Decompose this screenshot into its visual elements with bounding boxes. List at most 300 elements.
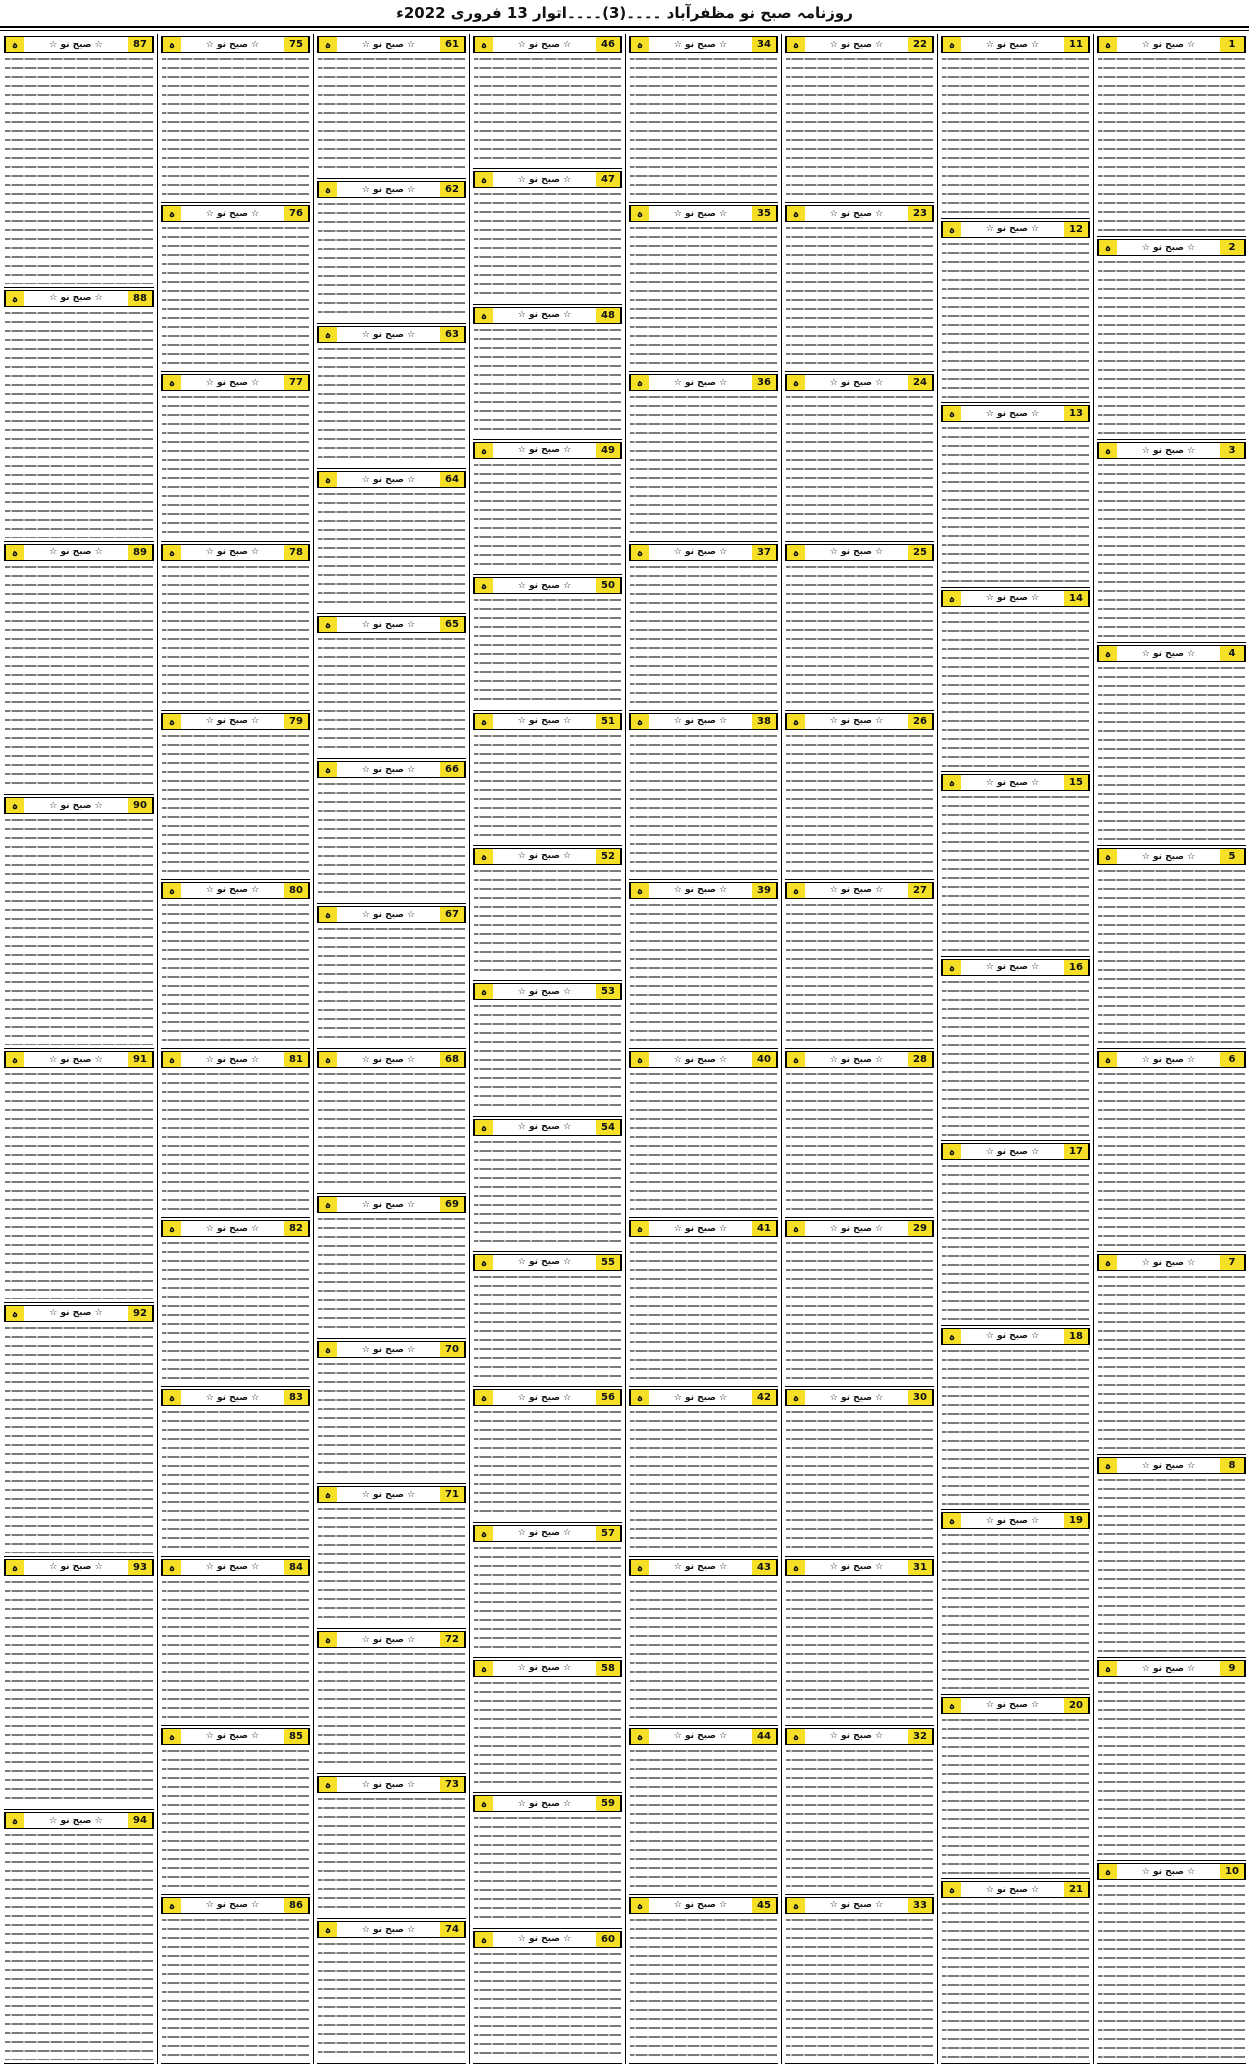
ad-number: 2 — [1220, 240, 1245, 255]
ad-header-stars: ☆ صبح نو ☆ — [829, 716, 884, 727]
classified-ad — [317, 759, 466, 904]
ad-number: 27 — [908, 883, 933, 898]
ad-header — [473, 983, 622, 1000]
classified-ad — [317, 34, 466, 179]
ad-text-body — [942, 1347, 1089, 1507]
newspaper-logo-icon: ہ — [474, 443, 493, 458]
ad-text-body — [162, 393, 309, 537]
ad-number: 63 — [440, 327, 465, 342]
classified-ad — [161, 1726, 310, 1895]
ad-text-body — [318, 1070, 465, 1190]
ad-text-body — [786, 1916, 933, 2060]
newspaper-logo-icon: ہ — [786, 1898, 805, 1913]
ad-text-body — [5, 309, 153, 538]
ad-header-stars: ☆ صبح نو ☆ — [517, 580, 572, 591]
ad-header — [941, 221, 1090, 238]
ad-header-stars: ☆ صبح نو ☆ — [829, 1392, 884, 1403]
classified-ad — [473, 1252, 622, 1387]
ad-header-stars: ☆ صبح نو ☆ — [205, 1562, 260, 1573]
classified-ad — [1097, 1252, 1246, 1455]
ad-number: 23 — [908, 206, 933, 221]
masthead-title: روزنامہ صبح نو مظفرآباد ۔۔۔۔(3)۔۔۔۔اتوار 13 فروری 2022ء — [396, 4, 853, 22]
classified-ad — [941, 772, 1090, 957]
ad-number: 77 — [284, 375, 309, 390]
ad-number: 41 — [752, 1221, 777, 1236]
classified-ad — [785, 372, 934, 541]
classified-ad — [629, 1557, 778, 1726]
ad-number: 44 — [752, 1729, 777, 1744]
ad-header — [161, 1389, 310, 1406]
ad-text-body — [630, 1070, 777, 1214]
ad-header-stars: ☆ صبح نو ☆ — [361, 764, 416, 775]
ad-text-body — [5, 1578, 153, 1807]
ad-text-body — [318, 1360, 465, 1480]
ad-header — [1097, 1254, 1246, 1271]
classified-ad — [317, 1484, 466, 1629]
ad-number: 3 — [1220, 443, 1245, 458]
newspaper-logo-icon: ہ — [318, 182, 337, 197]
classified-ad — [629, 203, 778, 372]
newspaper-logo-icon: ہ — [474, 984, 493, 999]
classified-ad — [473, 575, 622, 710]
newspaper-logo-icon: ہ — [5, 1052, 24, 1067]
newspaper-logo-icon: ہ — [318, 907, 337, 922]
classified-ad — [785, 711, 934, 880]
ad-header — [1097, 848, 1246, 865]
ad-text-body — [786, 393, 933, 537]
ad-number: 35 — [752, 206, 777, 221]
ad-number: 74 — [440, 1922, 465, 1937]
ad-number: 67 — [440, 907, 465, 922]
classified-ad — [473, 981, 622, 1116]
newspaper-logo-icon: ہ — [942, 1144, 961, 1159]
newspaper-logo-icon: ہ — [474, 1255, 493, 1270]
ad-header — [941, 1697, 1090, 1714]
classified-ad — [4, 288, 154, 542]
ad-text-body — [162, 55, 309, 199]
ad-header-stars: ☆ صبح نو ☆ — [673, 716, 728, 727]
ad-text-body — [162, 1239, 309, 1383]
classified-ad — [473, 34, 622, 169]
ad-header-stars: ☆ صبح نو ☆ — [673, 1731, 728, 1742]
ad-header-stars: ☆ صبح نو ☆ — [205, 377, 260, 388]
ad-text-body — [474, 596, 621, 706]
ad-number: 62 — [440, 182, 465, 197]
ad-header-stars: ☆ صبح نو ☆ — [673, 39, 728, 50]
ad-number: 73 — [440, 1777, 465, 1792]
newspaper-logo-icon: ہ — [630, 1052, 649, 1067]
ad-header — [317, 616, 466, 633]
ad-header — [629, 1559, 778, 1576]
newspaper-logo-icon: ہ — [942, 775, 961, 790]
classified-ad — [473, 440, 622, 575]
ad-header-stars: ☆ صبح نو ☆ — [205, 885, 260, 896]
ad-number: 33 — [908, 1898, 933, 1913]
ad-header-stars: ☆ صبح نو ☆ — [205, 1900, 260, 1911]
ad-number: 6 — [1220, 1052, 1245, 1067]
ad-header — [4, 290, 154, 307]
classified-ad — [317, 324, 466, 469]
ad-text-body — [786, 1578, 933, 1722]
ad-text-body — [474, 1544, 621, 1654]
newspaper-logo-icon: ہ — [630, 1898, 649, 1913]
ad-number: 38 — [752, 714, 777, 729]
ad-header-stars: ☆ صبح نو ☆ — [517, 1798, 572, 1809]
classified-ad — [4, 1303, 154, 1557]
newspaper-logo-icon: ہ — [162, 1898, 181, 1913]
ad-number: 72 — [440, 1632, 465, 1647]
ad-text-body — [1098, 664, 1245, 842]
ad-text-body — [1098, 1273, 1245, 1451]
ad-number: 15 — [1064, 775, 1089, 790]
ad-number: 22 — [908, 37, 933, 52]
ad-number: 26 — [908, 714, 933, 729]
ad-header — [785, 882, 934, 899]
ad-header-stars: ☆ صبح نو ☆ — [517, 1122, 572, 1133]
ad-header-stars: ☆ صبح نو ☆ — [673, 208, 728, 219]
newspaper-logo-icon: ہ — [1098, 37, 1117, 52]
ad-text-body — [474, 867, 621, 977]
ad-header — [473, 1254, 622, 1271]
ad-header-stars: ☆ صبح نو ☆ — [673, 547, 728, 558]
newspaper-logo-icon: ہ — [942, 1698, 961, 1713]
classified-ad — [629, 1387, 778, 1556]
ad-text-body — [1098, 1476, 1245, 1654]
ad-text-body — [786, 1070, 933, 1214]
ad-header-stars: ☆ صبح نو ☆ — [1141, 1257, 1196, 1268]
ad-text-body — [786, 224, 933, 368]
classified-ad — [161, 372, 310, 541]
ad-header-stars: ☆ صبح نو ☆ — [985, 1700, 1040, 1711]
ad-header-stars: ☆ صبح نو ☆ — [361, 909, 416, 920]
ad-number: 47 — [596, 172, 621, 187]
newspaper-logo-icon: ہ — [786, 1729, 805, 1744]
classified-ad — [317, 469, 466, 614]
ad-header — [785, 1051, 934, 1068]
ad-header — [4, 797, 154, 814]
newspaper-logo-icon: ہ — [474, 1661, 493, 1676]
classified-ad — [1097, 237, 1246, 440]
ad-text-body — [1098, 461, 1245, 639]
ad-column — [469, 34, 625, 2064]
newspaper-logo-icon: ہ — [162, 375, 181, 390]
ad-header-stars: ☆ صبح نو ☆ — [829, 377, 884, 388]
ad-column — [157, 34, 313, 2064]
classified-ad — [785, 1726, 934, 1895]
ad-text-body — [162, 1070, 309, 1214]
ad-header — [473, 171, 622, 188]
classified-ad — [1097, 1861, 1246, 2064]
ad-header-stars: ☆ صبح نو ☆ — [517, 716, 572, 727]
ad-header-stars: ☆ صبح نو ☆ — [1141, 1460, 1196, 1471]
classified-ad — [473, 846, 622, 981]
ad-header — [629, 36, 778, 53]
newspaper-logo-icon: ہ — [1098, 1864, 1117, 1879]
classifieds-columns — [0, 34, 1249, 2064]
ad-number: 64 — [440, 472, 465, 487]
ad-text-body — [474, 1814, 621, 1924]
newspaper-logo-icon: ہ — [474, 37, 493, 52]
ad-header-stars: ☆ صبح نو ☆ — [205, 547, 260, 558]
ad-number: 9 — [1220, 1661, 1245, 1676]
classified-ad — [941, 588, 1090, 773]
ad-header-stars: ☆ صبح نو ☆ — [829, 1562, 884, 1573]
ad-text-body — [318, 780, 465, 900]
ad-text-body — [474, 1273, 621, 1383]
classified-ad — [161, 880, 310, 1049]
ad-text-body — [474, 1950, 621, 2060]
newspaper-logo-icon: ہ — [1098, 1255, 1117, 1270]
newspaper-logo-icon: ہ — [5, 545, 24, 560]
classified-ad — [629, 1218, 778, 1387]
newspaper-logo-icon: ہ — [474, 1390, 493, 1405]
ad-header — [4, 544, 154, 561]
newspaper-logo-icon: ہ — [786, 545, 805, 560]
ad-header — [4, 1305, 154, 1322]
ad-header-stars: ☆ صبح نو ☆ — [517, 445, 572, 456]
classified-ad — [317, 1629, 466, 1774]
newspaper-logo-icon: ہ — [630, 375, 649, 390]
classified-ad — [161, 1895, 310, 2064]
ad-header — [941, 1143, 1090, 1160]
ad-number: 90 — [128, 798, 153, 813]
ad-number: 7 — [1220, 1255, 1245, 1270]
ad-header-stars: ☆ صبح نو ☆ — [49, 1562, 103, 1572]
ad-header — [785, 713, 934, 730]
ad-number: 14 — [1064, 591, 1089, 606]
ad-header-stars: ☆ صبح نو ☆ — [985, 224, 1040, 235]
ad-header-stars: ☆ صبح نو ☆ — [829, 1731, 884, 1742]
newspaper-logo-icon: ہ — [1098, 646, 1117, 661]
ad-header-stars: ☆ صبح نو ☆ — [1141, 648, 1196, 659]
newspaper-logo-icon: ہ — [474, 1796, 493, 1811]
ad-number: 69 — [440, 1197, 465, 1212]
ad-text-body — [5, 563, 153, 792]
classified-ad — [1097, 1658, 1246, 1861]
ad-header-stars: ☆ صبح نو ☆ — [1141, 1054, 1196, 1065]
ad-text-body — [630, 224, 777, 368]
ad-number: 88 — [128, 291, 153, 306]
ad-header — [785, 1220, 934, 1237]
ad-header-stars: ☆ صبح نو ☆ — [361, 1779, 416, 1790]
ad-text-body — [630, 1747, 777, 1891]
newspaper-logo-icon: ہ — [318, 1197, 337, 1212]
ad-header — [629, 1389, 778, 1406]
classified-ad — [473, 1117, 622, 1252]
ad-header — [473, 307, 622, 324]
newspaper-logo-icon: ہ — [318, 37, 337, 52]
ad-number: 31 — [908, 1560, 933, 1575]
classified-ad — [785, 1218, 934, 1387]
ad-header-stars: ☆ صبح نو ☆ — [205, 1223, 260, 1234]
ad-header-stars: ☆ صبح نو ☆ — [985, 1884, 1040, 1895]
ad-header-stars: ☆ صبح نو ☆ — [517, 986, 572, 997]
ad-text-body — [942, 1900, 1089, 2060]
ad-header-stars: ☆ صبح نو ☆ — [985, 408, 1040, 419]
ad-header — [161, 713, 310, 730]
ad-number: 11 — [1064, 37, 1089, 52]
newspaper-logo-icon: ہ — [1098, 443, 1117, 458]
classified-ad — [317, 614, 466, 759]
ad-number: 53 — [596, 984, 621, 999]
ad-header — [941, 36, 1090, 53]
ad-header-stars: ☆ صبح نو ☆ — [673, 1054, 728, 1065]
ad-header-stars: ☆ صبح نو ☆ — [829, 547, 884, 558]
ad-text-body — [630, 1916, 777, 2060]
classified-ad — [629, 34, 778, 203]
newspaper-logo-icon: ہ — [1098, 240, 1117, 255]
newspaper-logo-icon: ہ — [318, 1922, 337, 1937]
newspaper-logo-icon: ہ — [630, 1221, 649, 1236]
ad-text-body — [1098, 1070, 1245, 1248]
ad-header — [1097, 1051, 1246, 1068]
ad-header — [785, 1897, 934, 1914]
classified-ad — [473, 1658, 622, 1793]
ad-header — [161, 1051, 310, 1068]
ad-number: 48 — [596, 308, 621, 323]
ad-header — [161, 374, 310, 391]
ad-header — [317, 906, 466, 923]
classified-ad — [785, 1049, 934, 1218]
newspaper-logo-icon: ہ — [162, 714, 181, 729]
ad-header-stars: ☆ صبح نو ☆ — [673, 1392, 728, 1403]
ad-header — [473, 713, 622, 730]
ad-header-stars: ☆ صبح نو ☆ — [673, 377, 728, 388]
ad-header — [941, 959, 1090, 976]
ad-number: 94 — [128, 1813, 153, 1828]
ad-header-stars: ☆ صبح نو ☆ — [205, 1731, 260, 1742]
classified-ad — [785, 1895, 934, 2064]
classified-ad — [473, 169, 622, 304]
ad-header-stars: ☆ صبح نو ☆ — [49, 1054, 103, 1065]
classified-ad — [629, 1726, 778, 1895]
ad-header-stars: ☆ صبح نو ☆ — [673, 1900, 728, 1911]
newspaper-logo-icon: ہ — [5, 291, 24, 306]
classified-ad — [161, 1557, 310, 1726]
ad-text-body — [318, 1505, 465, 1625]
ad-number: 18 — [1064, 1329, 1089, 1344]
classified-ad — [473, 711, 622, 846]
ad-number: 32 — [908, 1729, 933, 1744]
ad-text-body — [474, 461, 621, 571]
ad-header — [4, 1051, 154, 1068]
newspaper-logo-icon: ہ — [162, 1729, 181, 1744]
newspaper-logo-icon: ہ — [1098, 1458, 1117, 1473]
newspaper-logo-icon: ہ — [318, 1777, 337, 1792]
ad-number: 85 — [284, 1729, 309, 1744]
classified-ad — [941, 34, 1090, 219]
ad-header — [629, 1728, 778, 1745]
newspaper-logo-icon: ہ — [474, 1120, 493, 1135]
ad-header — [785, 1389, 934, 1406]
newspaper-logo-icon: ہ — [5, 1813, 24, 1828]
classified-ad — [629, 1049, 778, 1218]
ad-number: 30 — [908, 1390, 933, 1405]
ad-header-stars: ☆ صبح نو ☆ — [985, 962, 1040, 973]
ad-header-stars: ☆ صبح نو ☆ — [517, 851, 572, 862]
ad-header — [1097, 442, 1246, 459]
ad-number: 29 — [908, 1221, 933, 1236]
classified-ad — [317, 1774, 466, 1919]
ad-text-body — [786, 1239, 933, 1383]
classified-ad — [941, 1141, 1090, 1326]
ad-header-stars: ☆ صبح نو ☆ — [985, 39, 1040, 50]
ad-header — [317, 326, 466, 343]
newspaper-logo-icon: ہ — [162, 1390, 181, 1405]
ad-text-body — [474, 1408, 621, 1518]
ad-header-stars: ☆ صبح نو ☆ — [1141, 39, 1196, 50]
newspaper-logo-icon: ہ — [318, 327, 337, 342]
ad-number: 49 — [596, 443, 621, 458]
ad-text-body — [942, 240, 1089, 400]
classified-ad — [4, 542, 154, 796]
ad-header — [1097, 1863, 1246, 1880]
ad-number: 57 — [596, 1526, 621, 1541]
newspaper-logo-icon: ہ — [786, 883, 805, 898]
ad-header-stars: ☆ صبح نو ☆ — [205, 716, 260, 727]
ad-text-body — [318, 200, 465, 320]
newspaper-logo-icon: ہ — [786, 1052, 805, 1067]
ad-number: 93 — [128, 1560, 153, 1575]
ad-text-body — [5, 1831, 153, 2060]
ad-header — [317, 181, 466, 198]
ad-number: 66 — [440, 762, 465, 777]
newspaper-logo-icon: ہ — [5, 1306, 24, 1321]
ad-text-body — [5, 816, 153, 1045]
ad-header-stars: ☆ صبح نو ☆ — [361, 329, 416, 340]
ad-number: 86 — [284, 1898, 309, 1913]
classified-ad — [785, 542, 934, 711]
newspaper-logo-icon: ہ — [318, 762, 337, 777]
newspaper-logo-icon: ہ — [630, 206, 649, 221]
newspaper-logo-icon: ہ — [630, 545, 649, 560]
ad-number: 39 — [752, 883, 777, 898]
ad-number: 58 — [596, 1661, 621, 1676]
newspaper-logo-icon: ہ — [786, 714, 805, 729]
ad-number: 50 — [596, 578, 621, 593]
ad-text-body — [318, 345, 465, 465]
ad-text-body — [162, 732, 309, 876]
classified-ad — [941, 1510, 1090, 1695]
ad-header-stars: ☆ صبح نو ☆ — [361, 1199, 416, 1210]
ad-header-stars: ☆ صبح نو ☆ — [361, 1054, 416, 1065]
classified-ad — [1097, 440, 1246, 643]
ad-text-body — [162, 901, 309, 1045]
ad-text-body — [786, 732, 933, 876]
ad-header-stars: ☆ صبح نو ☆ — [1141, 1663, 1196, 1674]
newspaper-logo-icon: ہ — [1098, 1661, 1117, 1676]
ad-header — [629, 205, 778, 222]
ad-text-body — [318, 490, 465, 610]
ad-header — [785, 374, 934, 391]
ad-number: 13 — [1064, 406, 1089, 421]
ad-number: 54 — [596, 1120, 621, 1135]
ad-text-body — [942, 978, 1089, 1138]
ad-header — [941, 1512, 1090, 1529]
classified-ad — [629, 542, 778, 711]
ad-text-body — [162, 224, 309, 368]
ad-header-stars: ☆ صبح نو ☆ — [361, 474, 416, 485]
ad-header — [317, 1341, 466, 1358]
classified-ad — [629, 711, 778, 880]
newspaper-logo-icon: ہ — [630, 1390, 649, 1405]
ad-text-body — [318, 635, 465, 755]
ad-text-body — [1098, 55, 1245, 233]
ad-header-stars: ☆ صبح نو ☆ — [361, 1924, 416, 1935]
ad-header-stars: ☆ صبح نو ☆ — [361, 1489, 416, 1500]
classified-ad — [941, 219, 1090, 404]
ad-header-stars: ☆ صبح نو ☆ — [361, 1634, 416, 1645]
